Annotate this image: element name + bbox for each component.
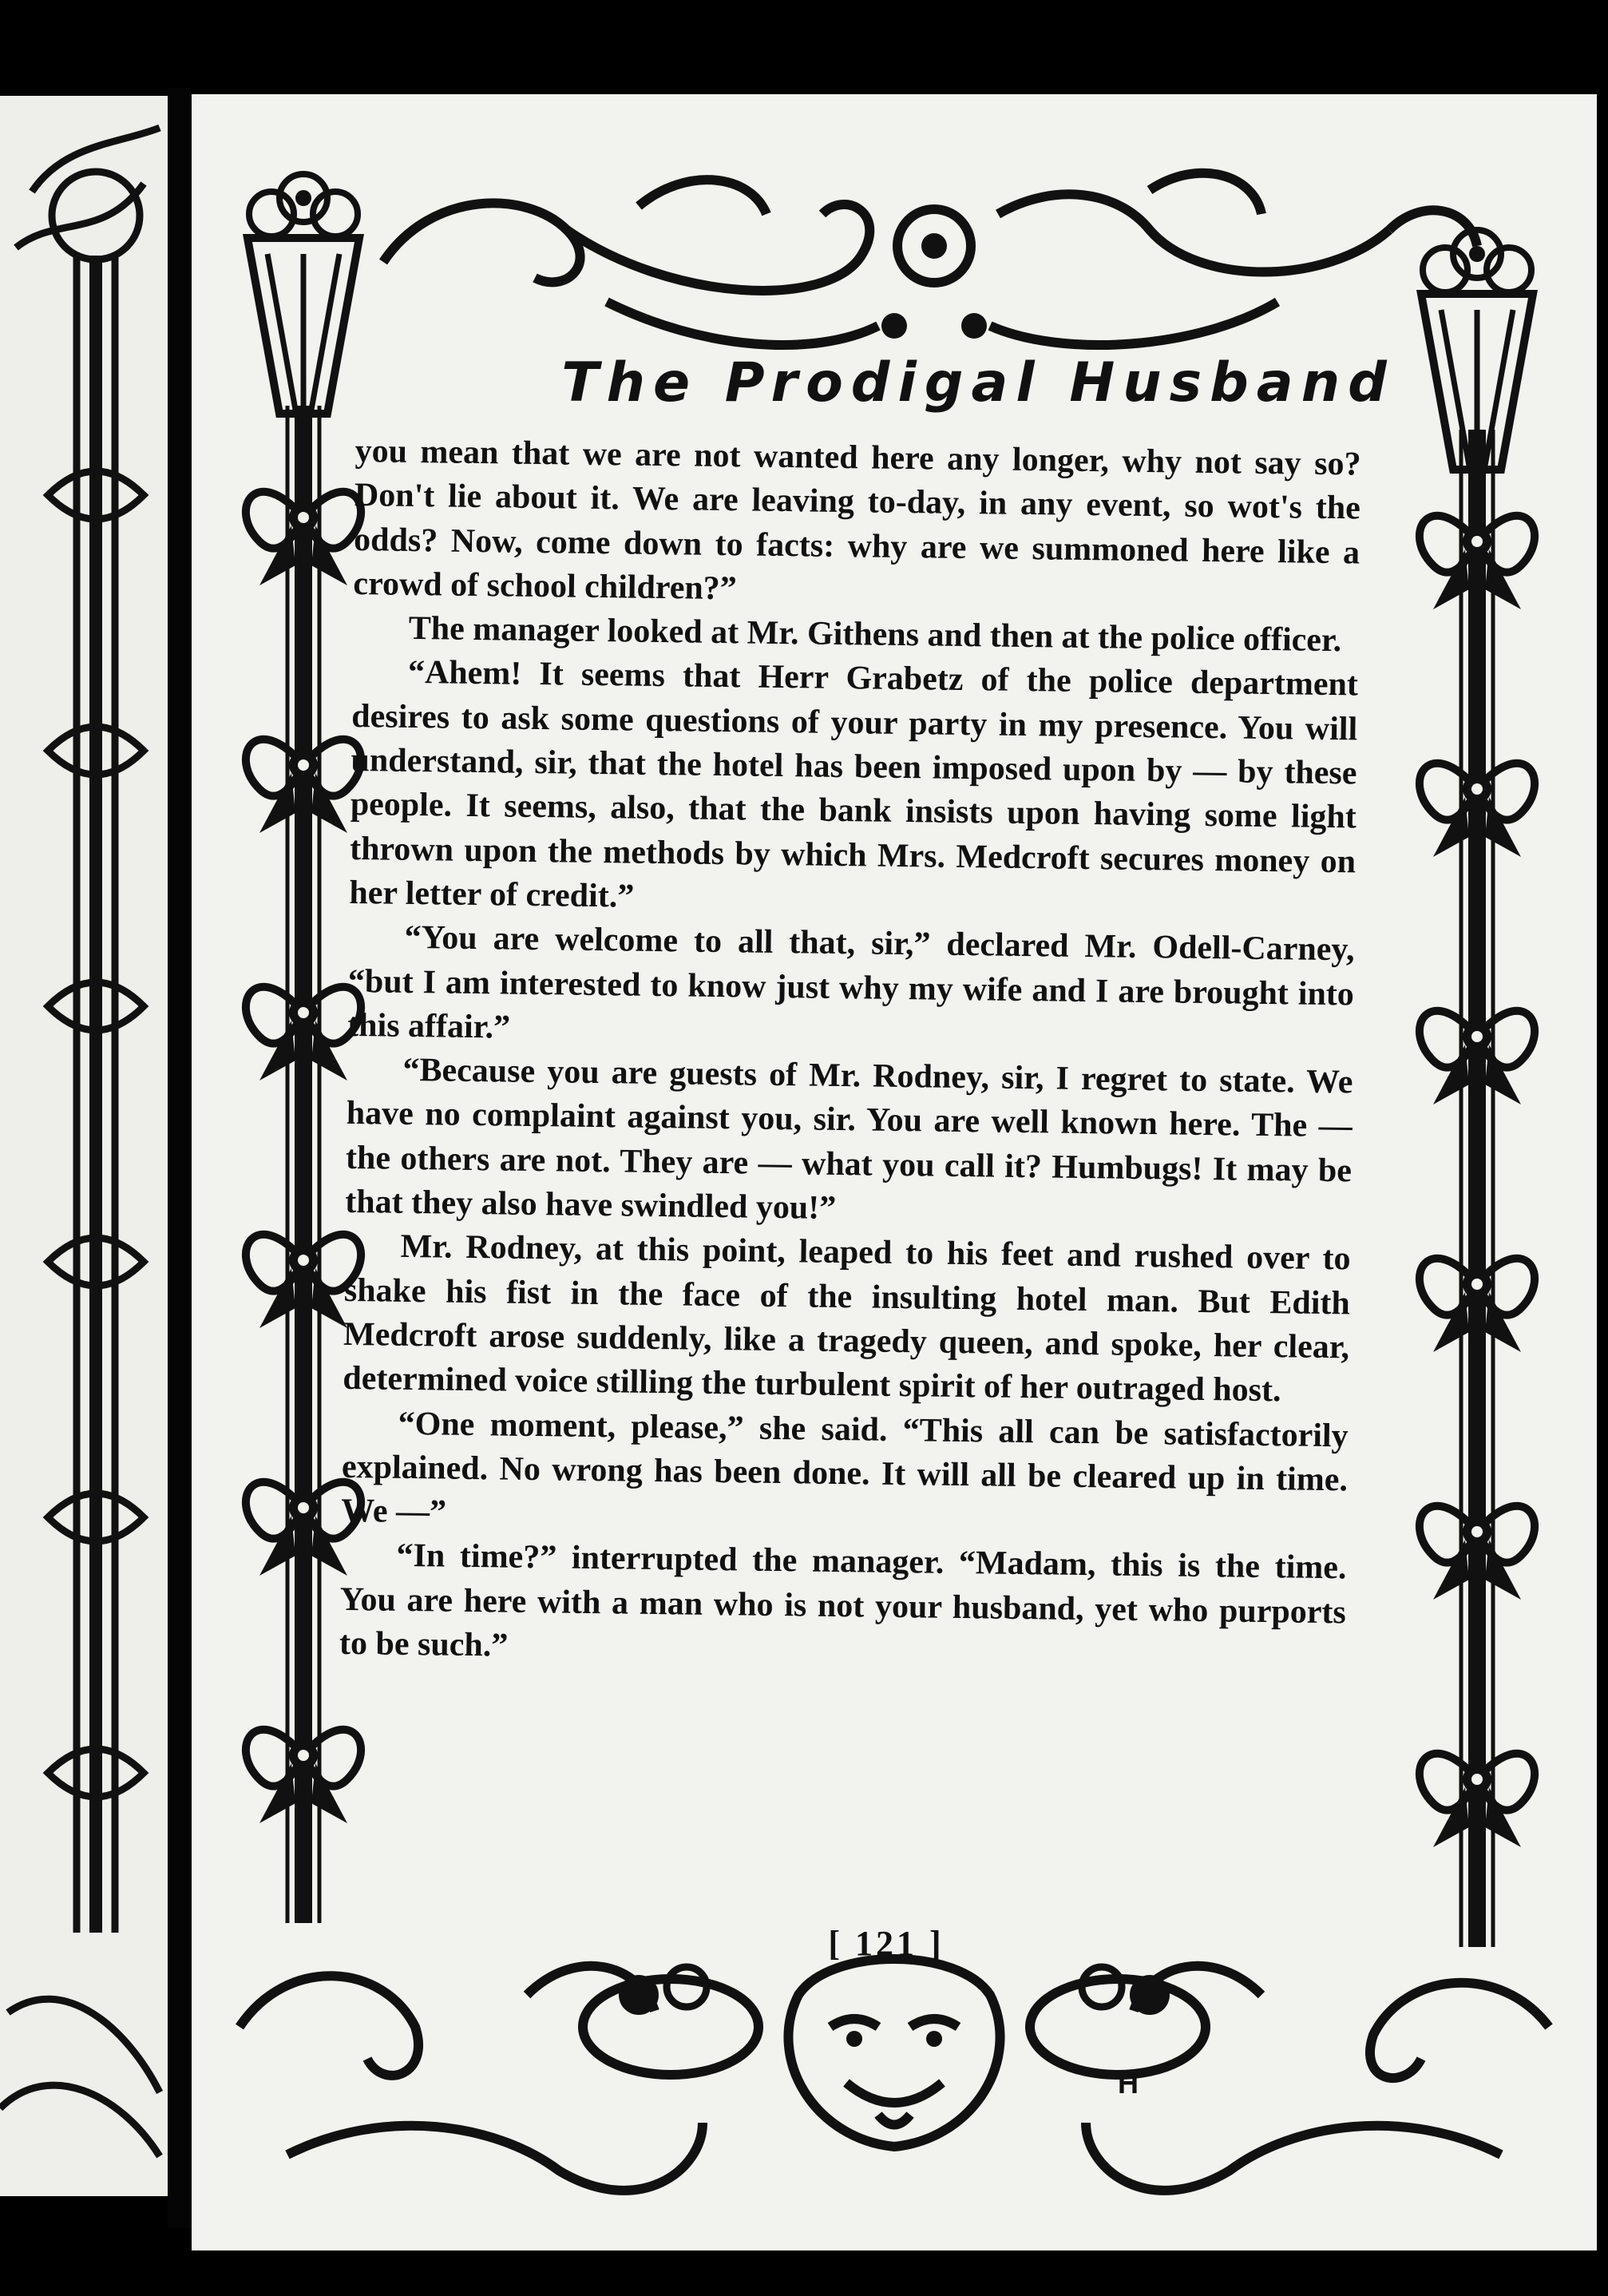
facing-page-border-icon xyxy=(0,96,168,2196)
paragraph: “You are welcome to all that, sir,” declared Mr. Odell-Carney, “but I am interested to know just why my wife and I are brought into this affair.” xyxy=(347,919,1355,1046)
artist-monogram: H xyxy=(1118,2067,1139,2100)
paragraph: “Because you are guests of Mr. Rodney, sir, I regret to state. We have no complaint against you, sir. You are well known here. The — the others are not. They are — what you call it? Humbugs! It may be that they also have swindled you!” xyxy=(345,1052,1353,1227)
page-title: The Prodigal Husband xyxy=(561,351,1395,414)
book-spine xyxy=(168,88,192,2228)
facing-page-edge xyxy=(0,96,168,2196)
book-page xyxy=(192,94,1597,2250)
page-number: [ 121 ] xyxy=(828,1924,945,1963)
paragraph: “In time?” interrupted the manager. “Madam, this is the time. You are here with a man who is not your husband, yet who purports to be such.” xyxy=(339,1537,1347,1664)
body-text xyxy=(339,430,1361,1679)
paragraph: The manager looked at Mr. Githens and then at the police officer. xyxy=(408,610,1342,660)
paragraph: “One moment, please,” she said. “This all can be satisfactorily explained. No wrong has been done. It will all be cleared up in time. We —” xyxy=(340,1405,1349,1531)
paragraph: “Ahem! It seems that Herr Grabetz of the police department desires to ask some questions of your party in my presence. You will understand, sir, that the hotel has been imposed upon by — by these people. It seems, also, that the bank insists upon having some light thrown upon the methods by which Mrs. Medcroft secures money on her letter of credit.” xyxy=(349,654,1359,915)
paragraph: Mr. Rodney, at this point, leaped to his feet and rushed over to shake his fist in the face of the insulting hotel man. But Edith Medcroft arose suddenly, like a tragedy queen, and spoke, her clear, determined voice stilling the turbulent spirit of her outraged host. xyxy=(343,1228,1351,1410)
paragraph: you mean that we are not wanted here any longer, why not say so? Don't lie about it. We are leaving to-day, in any event, so wot's the odds? Now, come down to facts: why are we summoned here like a crowd of school children?” xyxy=(353,432,1361,608)
